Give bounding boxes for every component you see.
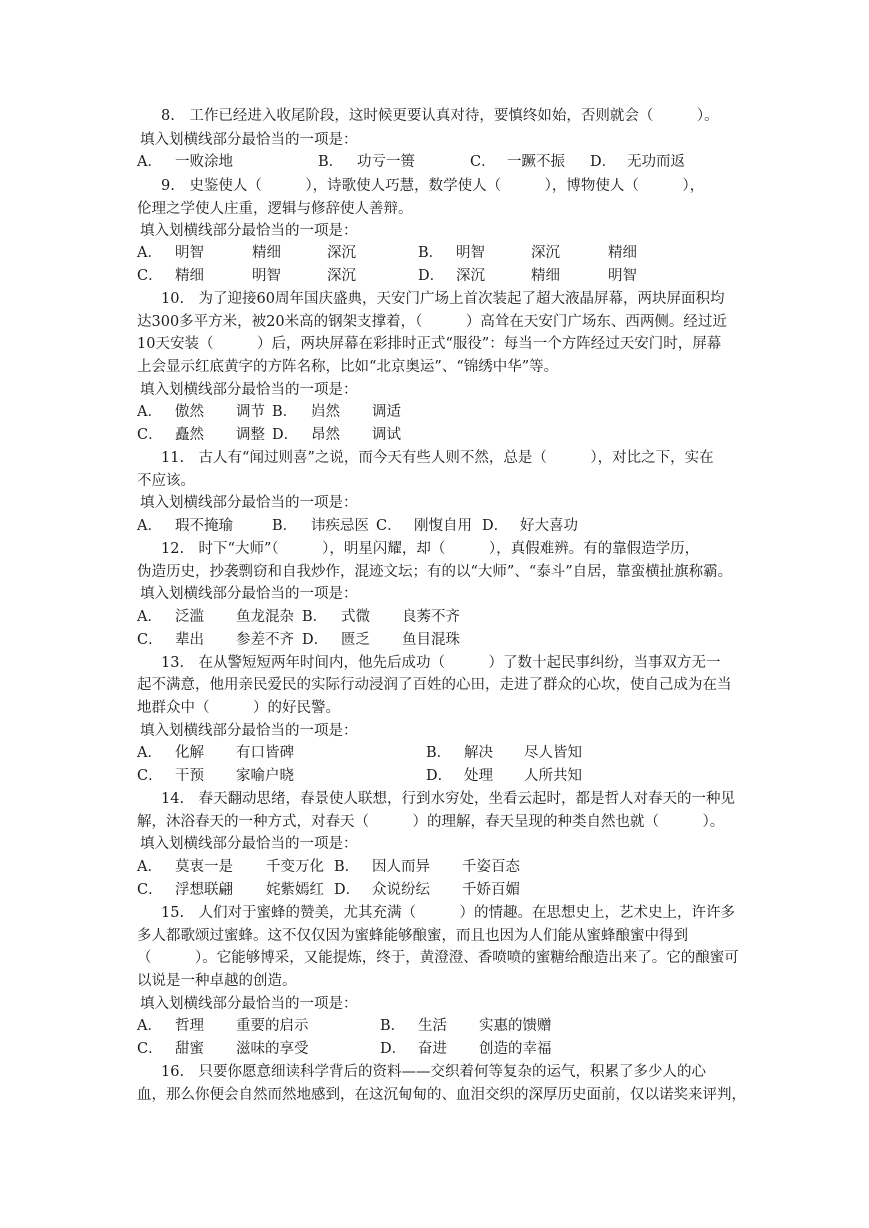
q11-option-a-letter: A．	[137, 518, 162, 534]
q10-option-d-word-1: 昂然	[311, 427, 340, 443]
question-8-prompt: 填入划横线部分最恰当的一项是：	[140, 132, 358, 148]
q12-option-b-word-1: 式微	[341, 609, 370, 625]
q13-option-b-word-1: 解决	[464, 745, 493, 761]
question-16-stem-line-2: 血，那么你便会自然而然地感到，在这沉甸甸的、血泪交织的深厚历史面前，仅以诺奖来评判，	[137, 1087, 746, 1103]
q14-option-d-word-1: 众说纷纭	[372, 882, 430, 898]
q12-option-a-word-1: 泛滥	[175, 609, 204, 625]
question-15-prompt: 填入划横线部分最恰当的一项是：	[140, 996, 358, 1012]
q15-option-d-letter: D．	[380, 1041, 407, 1057]
question-10-stem-line-4: 上会显示红底黄字的方阵名称，比如“北京奥运”、“锦绣中华”等。	[137, 359, 559, 375]
question-14-prompt: 填入划横线部分最恰当的一项是：	[140, 836, 358, 852]
q8-option-d: 无功而返	[627, 154, 685, 170]
question-10-stem-line-1: 10. 为了迎接60周年国庆盛典，天安门广场上首次装起了超大液晶屏幕，两块屏面积均	[161, 291, 725, 307]
q14-option-b-letter: B．	[334, 859, 360, 875]
q15-option-b-word-2: 实惠的馈赠	[479, 1018, 552, 1034]
q10-option-a-letter: A．	[137, 404, 162, 420]
q15-option-a-letter: A．	[137, 1018, 162, 1034]
q8-option-b-letter: B．	[318, 154, 344, 170]
q9-option-a-word-1: 明智	[175, 245, 204, 261]
q14-option-b-word-1: 因人而异	[372, 859, 430, 875]
q8-option-a: 一败涂地	[175, 154, 233, 170]
q12-option-b-letter: B．	[302, 609, 328, 625]
q15-option-b-word-1: 生活	[418, 1018, 447, 1034]
q9-option-d-word-1: 深沉	[456, 268, 485, 284]
question-14-stem-line-1: 14. 春天翻动思绪，春景使人联想，行到水穷处，坐看云起时，都是哲人对春天的一种见	[161, 791, 736, 807]
q11-option-d: 好大喜功	[520, 518, 578, 534]
q11-option-b: 讳疾忌医	[311, 518, 369, 534]
q10-option-b-word-1: 岿然	[311, 404, 340, 420]
q9-option-c-letter: C．	[137, 268, 163, 284]
q13-option-a-word-1: 化解	[175, 745, 204, 761]
q15-option-d-word-2: 创造的幸福	[479, 1041, 552, 1057]
question-12-stem-line-2: 伪造历史，抄袭剽窃和自我炒作，混迹文坛；有的以“大师”、“泰斗”自居，靠蛮横扯旗称霸。	[137, 564, 733, 580]
q10-option-d-letter: D．	[272, 427, 299, 443]
q13-option-c-word-2: 家喻户晓	[236, 768, 294, 784]
q12-option-d-word-2: 鱼目混珠	[402, 632, 460, 648]
q12-option-d-letter: D．	[302, 632, 329, 648]
q14-option-c-word-1: 浮想联翩	[175, 882, 233, 898]
q13-option-c-letter: C．	[137, 768, 163, 784]
question-11-stem-line-1: 11. 古人有“闻过则喜”之说，而今天有些人则不然，总是（ ），对比之下，实在	[161, 450, 714, 466]
question-15-stem-line-4: 以说是一种卓越的创造。	[137, 973, 297, 989]
q14-option-a-word-2: 千变万化	[266, 859, 324, 875]
q9-option-b-word-2: 深沉	[531, 245, 560, 261]
q10-option-a-word-1: 傲然	[175, 404, 204, 420]
q12-option-c-word-2: 参差不齐	[236, 632, 294, 648]
q14-option-d-word-2: 千娇百媚	[462, 882, 520, 898]
question-11-stem-line-2: 不应该。	[137, 473, 195, 489]
q10-option-b-letter: B．	[272, 404, 298, 420]
q12-option-a-letter: A．	[137, 609, 162, 625]
q13-option-b-letter: B．	[426, 745, 452, 761]
q12-option-c-letter: C．	[137, 632, 163, 648]
question-10-prompt: 填入划横线部分最恰当的一项是：	[140, 382, 358, 398]
q8-option-d-letter: D．	[590, 154, 617, 170]
question-13-stem-line-3: 地群众中（ ）的好民警。	[137, 700, 340, 716]
q15-option-c-letter: C．	[137, 1041, 163, 1057]
question-10-stem-line-3: 10天安装（ ）后，两块屏幕在彩排时正式“服役”：每当一个方阵经过天安门时，屏幕	[137, 336, 722, 352]
q9-option-d-letter: D．	[418, 268, 445, 284]
q14-option-c-letter: C．	[137, 882, 163, 898]
q11-option-b-letter: B．	[272, 518, 298, 534]
question-9-prompt: 填入划横线部分最恰当的一项是：	[140, 223, 358, 239]
question-14-stem-line-2: 解，沐浴春天的一种方式，对春天（ ）的理解，春天呈现的种类自然也就（ ）。	[137, 814, 725, 830]
question-8-stem: 8. 工作已经进入收尾阶段，这时候更要认真对待，要慎终如始，否则就会（ ）。	[161, 108, 719, 124]
q9-option-c-word-2: 明智	[252, 268, 281, 284]
q13-option-c-word-1: 干预	[175, 768, 204, 784]
question-13-stem-line-2: 起不满意，他用亲民爱民的实际行动浸润了百姓的心田，走进了群众的心坎，使自己成为在当	[137, 677, 732, 693]
q8-option-a-letter: A．	[137, 154, 162, 170]
q9-option-c-word-1: 精细	[175, 268, 204, 284]
q15-option-b-letter: B．	[380, 1018, 406, 1034]
q8-option-c: 一蹶不振	[507, 154, 565, 170]
q11-option-c-letter: C．	[376, 518, 402, 534]
q15-option-c-word-1: 甜蜜	[175, 1041, 204, 1057]
q9-option-d-word-3: 明智	[608, 268, 637, 284]
q12-option-b-word-2: 良莠不齐	[402, 609, 460, 625]
q15-option-c-word-2: 滋味的享受	[236, 1041, 309, 1057]
q12-option-d-word-1: 匮乏	[341, 632, 370, 648]
q9-option-a-word-3: 深沉	[327, 245, 356, 261]
question-9-stem-line-1: 9. 史鉴使人（ ），诗歌使人巧慧，数学使人（ ），博物使人（ ），	[161, 178, 705, 194]
q9-option-c-word-3: 深沉	[327, 268, 356, 284]
question-13-prompt: 填入划横线部分最恰当的一项是：	[140, 723, 358, 739]
question-12-prompt: 填入划横线部分最恰当的一项是：	[140, 586, 358, 602]
question-15-stem-line-2: 多人都歌颂过蜜蜂。这不仅仅因为蜜蜂能够酿蜜，而且也因为人们能从蜜蜂酿蜜中得到	[137, 928, 688, 944]
q13-option-a-word-2: 有口皆碑	[236, 745, 294, 761]
q12-option-a-word-2: 鱼龙混杂	[236, 609, 294, 625]
q14-option-a-letter: A．	[137, 859, 162, 875]
q10-option-d-word-2: 调试	[372, 427, 401, 443]
q9-option-b-letter: B．	[418, 245, 444, 261]
q15-option-a-word-2: 重要的启示	[236, 1018, 309, 1034]
q10-option-b-word-2: 调适	[372, 404, 401, 420]
q15-option-d-word-1: 奋进	[418, 1041, 447, 1057]
question-16-stem-line-1: 16. 只要你愿意细读科学背后的资料——交织着何等复杂的运气，积累了多少人的心	[161, 1064, 707, 1080]
question-15-stem-line-3: （ ）。它能够博采，又能提炼，终于，黄澄澄、香喷喷的蜜糖给酿造出来了。它的酿蜜可	[137, 950, 739, 966]
q10-option-c-word-1: 矗然	[175, 427, 204, 443]
q14-option-a-word-1: 莫衷一是	[175, 859, 233, 875]
q13-option-b-word-2: 尽人皆知	[524, 745, 582, 761]
q9-option-b-word-1: 明智	[456, 245, 485, 261]
question-13-stem-line-1: 13. 在从警短短两年时间内，他先后成功（ ）了数十起民事纠纷，当事双方无一	[161, 655, 721, 671]
q11-option-d-letter: D．	[482, 518, 509, 534]
q8-option-b: 功亏一篑	[357, 154, 415, 170]
q10-option-c-word-2: 调整	[236, 427, 265, 443]
q8-option-c-letter: C．	[470, 154, 496, 170]
q9-option-b-word-3: 精细	[608, 245, 637, 261]
question-9-stem-line-2: 伦理之学使人庄重，逻辑与修辞使人善辩。	[137, 201, 413, 217]
q12-option-c-word-1: 辈出	[175, 632, 204, 648]
q10-option-a-word-2: 调节	[236, 404, 265, 420]
q14-option-c-word-2: 姹紫嫣红	[266, 882, 324, 898]
question-11-prompt: 填入划横线部分最恰当的一项是：	[140, 495, 358, 511]
q11-option-c: 刚愎自用	[414, 518, 472, 534]
q13-option-d-word-2: 人所共知	[524, 768, 582, 784]
question-12-stem-line-1: 12. 时下“大师”（ ），明星闪耀，却（ ），真假难辨。有的靠假造学历，	[161, 541, 700, 557]
q9-option-d-word-2: 精细	[531, 268, 560, 284]
q13-option-d-letter: D．	[426, 768, 453, 784]
q11-option-a: 瑕不掩瑜	[175, 518, 233, 534]
question-10-stem-line-2: 达300多平方米，被20米高的钢架支撑着，（ ）高耸在天安门广场东、西两侧。经过近	[137, 314, 727, 330]
q15-option-a-word-1: 哲理	[175, 1018, 204, 1034]
q13-option-a-letter: A．	[137, 745, 162, 761]
question-15-stem-line-1: 15. 人们对于蜜蜂的赞美，尤其充满（ ）的情趣。在思想史上，艺术史上，许许多	[161, 905, 736, 921]
q13-option-d-word-1: 处理	[464, 768, 493, 784]
q9-option-a-word-2: 精细	[252, 245, 281, 261]
q10-option-c-letter: C．	[137, 427, 163, 443]
q14-option-d-letter: D．	[334, 882, 361, 898]
q9-option-a-letter: A．	[137, 245, 162, 261]
q14-option-b-word-2: 千姿百态	[462, 859, 520, 875]
